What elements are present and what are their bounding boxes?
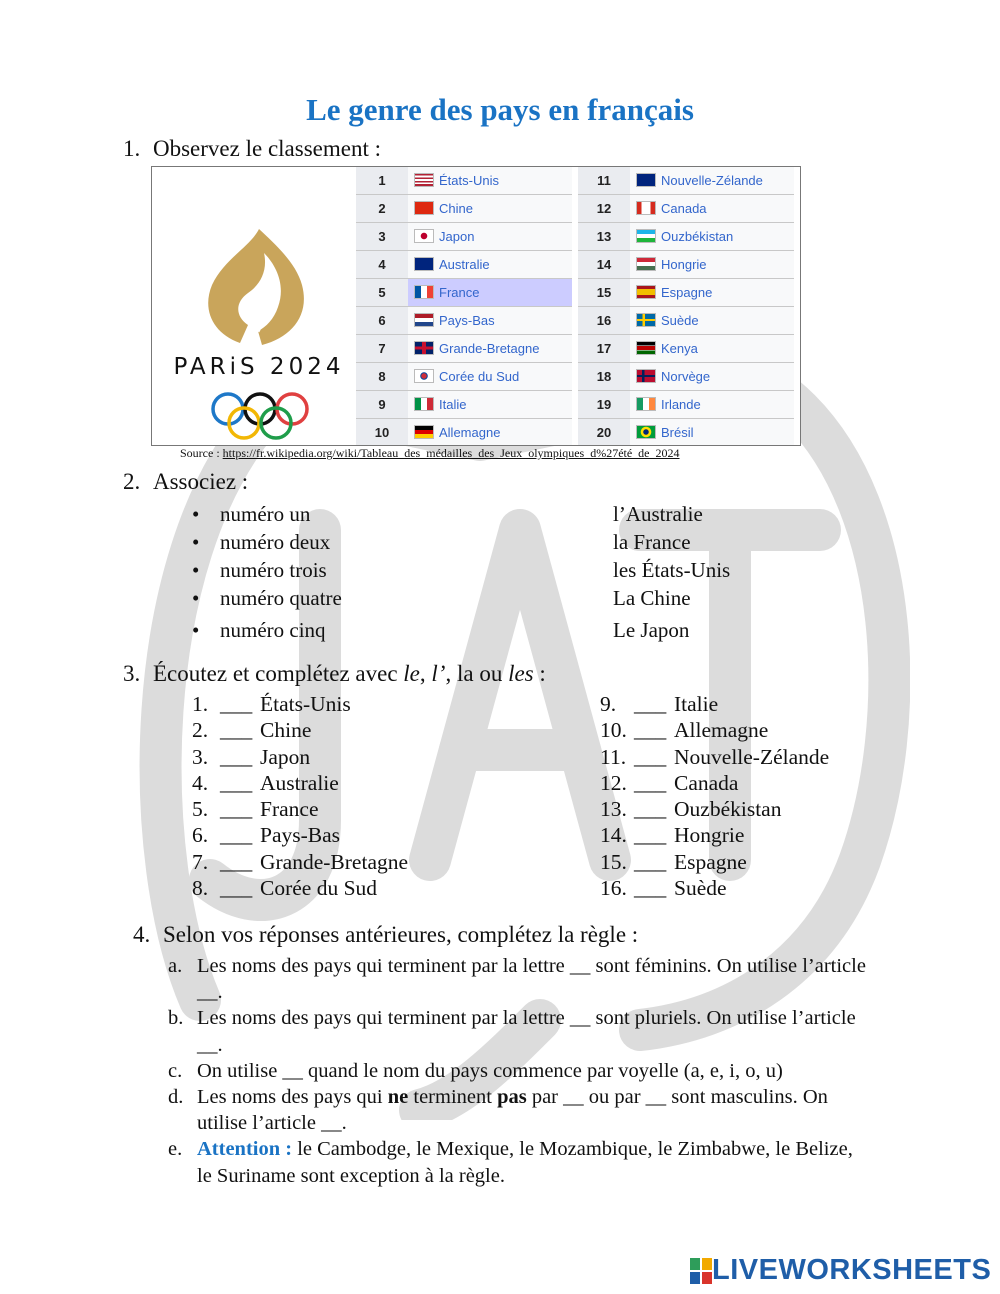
ranking-row: [356, 335, 572, 363]
country-cell[interactable]: [408, 223, 572, 251]
answer-blank[interactable]: ___: [220, 876, 253, 901]
country-name: Hongrie: [674, 823, 745, 848]
country-cell[interactable]: [630, 419, 794, 447]
brazil-flag-icon: [636, 425, 656, 439]
bullet-icon: •: [192, 558, 200, 582]
country-cell[interactable]: [630, 195, 794, 223]
ranking-row: [578, 419, 794, 447]
country-cell[interactable]: [408, 419, 572, 447]
country-name: Corée du Sud: [439, 369, 520, 384]
answer-blank[interactable]: ___: [634, 770, 667, 795]
source-label: Source :: [180, 446, 223, 460]
rule-letter: e.: [168, 1138, 183, 1161]
rank-number: 1: [356, 167, 408, 195]
bullet-icon: •: [192, 586, 200, 610]
associate-item[interactable]: [613, 616, 730, 644]
japan-flag-icon: [414, 229, 434, 243]
associate-item[interactable]: [192, 500, 342, 528]
rank-number: 14: [578, 251, 630, 279]
liveworksheets-brand[interactable]: [690, 1254, 991, 1287]
germany-flag-icon: [414, 425, 434, 439]
fill-in-item: [600, 717, 829, 743]
country-name: Australie: [260, 770, 339, 795]
rule-letter: c.: [168, 1059, 183, 1082]
associate-text: numéro quatre: [220, 586, 342, 610]
associate-text: Le Japon: [613, 618, 690, 642]
rank-number: 5: [356, 279, 408, 307]
rank-number: 8: [356, 363, 408, 391]
canada-flag-icon: [636, 201, 656, 215]
rule-item-c: [168, 1058, 868, 1084]
article-les: les: [508, 661, 534, 686]
associate-item[interactable]: [192, 528, 342, 556]
italy-flag-icon: [414, 397, 434, 411]
country-name: Italie: [674, 692, 719, 716]
answer-blank[interactable]: ___: [220, 718, 253, 743]
country-name: Ouzbékistan: [674, 797, 782, 822]
country-name: Allemagne: [439, 425, 501, 440]
rule-text-part: le Cambodge, le Mexique, le Mozambique, le Zimbabwe, le Belize, le Suriname sont exception à la règle.: [197, 1138, 853, 1187]
section-text: Observez le classement :: [153, 136, 381, 161]
answer-blank[interactable]: ___: [634, 876, 667, 901]
ranking-row: [578, 391, 794, 419]
associate-text: La Chine: [613, 586, 691, 610]
bullet-icon: •: [192, 502, 200, 526]
section-4-heading: [133, 922, 638, 948]
rule-text: Les noms des pays qui terminent par la lettre __ sont féminins. On utilise l’article __.: [197, 955, 866, 1004]
ranking-row: [356, 419, 572, 447]
country-cell[interactable]: [408, 279, 572, 307]
associate-item[interactable]: [613, 528, 730, 556]
source-citation: [180, 446, 680, 461]
ranking-row: [578, 195, 794, 223]
rule-letter: b.: [168, 1007, 184, 1030]
rule-text: [197, 1136, 868, 1188]
ranking-row: [578, 167, 794, 195]
rank-number: 6: [356, 307, 408, 335]
uk-flag-icon: [414, 341, 434, 355]
ranking-row: [356, 167, 572, 195]
country-name: France: [260, 797, 319, 822]
answer-blank[interactable]: ___: [634, 797, 667, 822]
ranking-row: [356, 223, 572, 251]
article-le: le: [403, 661, 420, 686]
country-cell[interactable]: [630, 167, 794, 195]
section-1-heading: [123, 136, 381, 162]
country-cell[interactable]: [408, 195, 572, 223]
item-number: 12.: [600, 770, 627, 795]
ranking-table-right: [578, 167, 794, 446]
associate-left-list: [192, 500, 342, 644]
associate-text: la France: [613, 530, 691, 554]
item-number: 9.: [600, 692, 617, 716]
associate-item[interactable]: [613, 584, 730, 612]
associate-text: numéro trois: [220, 558, 327, 582]
rank-number: 20: [578, 419, 630, 447]
fill-in-item: [192, 691, 408, 717]
associate-item[interactable]: [613, 556, 730, 584]
sweden-flag-icon: [636, 313, 656, 327]
answer-blank[interactable]: ___: [634, 823, 667, 848]
rank-number: 16: [578, 307, 630, 335]
answer-blank[interactable]: ___: [634, 849, 667, 874]
france-flag-icon: [414, 285, 434, 299]
country-name: Australie: [439, 257, 490, 272]
rank-number: 2: [356, 195, 408, 223]
country-name: Japon: [439, 229, 475, 244]
country-cell[interactable]: [408, 167, 572, 195]
country-cell[interactable]: [408, 363, 572, 391]
country-cell[interactable]: [630, 223, 794, 251]
uzbekistan-flag-icon: [636, 229, 656, 243]
country-name: Espagne: [661, 285, 713, 300]
country-cell[interactable]: [630, 307, 794, 335]
rank-number: 11: [578, 167, 630, 195]
hungary-flag-icon: [636, 257, 656, 271]
netherlands-flag-icon: [414, 313, 434, 327]
country-name: Ouzbékistan: [661, 229, 734, 244]
spain-flag-icon: [636, 285, 656, 299]
rule-letter: d.: [168, 1086, 184, 1109]
country-name: Pays-Bas: [260, 823, 341, 848]
live-logo-icon: [690, 1258, 712, 1284]
country-cell[interactable]: [408, 251, 572, 279]
country-name: France: [439, 285, 480, 300]
rule-bold-ne: ne: [387, 1086, 409, 1109]
country-name: Irlande: [661, 397, 701, 412]
rank-number: 3: [356, 223, 408, 251]
section-text: Selon vos réponses antérieures, complétez la règle :: [163, 922, 639, 947]
associate-item[interactable]: [613, 500, 730, 528]
rank-number: 10: [356, 419, 408, 447]
section-number: 3.: [123, 661, 141, 686]
rank-number: 7: [356, 335, 408, 363]
country-name: Italie: [439, 397, 467, 412]
country-cell[interactable]: [408, 391, 572, 419]
country-name: Nouvelle-Zélande: [674, 744, 830, 769]
country-name: Suède: [674, 876, 727, 901]
country-name: Nouvelle-Zélande: [661, 173, 763, 188]
country-cell[interactable]: [408, 335, 572, 363]
rule-letter: a.: [168, 955, 183, 977]
answer-blank[interactable]: ___: [634, 744, 667, 769]
rule-item-b: [168, 1005, 868, 1057]
country-name: Brésil: [661, 425, 694, 440]
china-flag-icon: [414, 201, 434, 215]
fill-in-item: [600, 822, 829, 848]
ranking-row: [356, 307, 572, 335]
country-cell[interactable]: [630, 391, 794, 419]
associate-text: numéro cinq: [220, 618, 326, 642]
country-name: États-Unis: [260, 692, 351, 716]
item-number: 7.: [192, 849, 209, 874]
fill-in-item: [600, 875, 829, 901]
medal-ranking-image: [151, 166, 801, 446]
rule-text-part: Les noms des pays qui: [197, 1086, 388, 1109]
rank-number: 4: [356, 251, 408, 279]
country-cell[interactable]: [630, 279, 794, 307]
ranking-row: [578, 363, 794, 391]
country-cell[interactable]: [630, 251, 794, 279]
answer-blank[interactable]: ___: [220, 823, 253, 848]
rank-number: 12: [578, 195, 630, 223]
fill-in-item: [192, 822, 408, 848]
fill-in-item: [600, 770, 829, 796]
item-number: 8.: [192, 876, 209, 901]
article-l: l’: [431, 661, 446, 686]
fill-in-left-list: [192, 691, 408, 901]
country-name: Pays-Bas: [439, 313, 495, 328]
ranking-row: [356, 391, 572, 419]
rule-item-e: [168, 1136, 868, 1188]
answer-blank[interactable]: ___: [634, 692, 667, 716]
rank-number: 18: [578, 363, 630, 391]
ranking-row: [356, 279, 572, 307]
item-number: 15.: [600, 849, 627, 874]
item-number: 11.: [600, 744, 627, 769]
brand-name: LIVEWORKSHEETS: [712, 1254, 992, 1286]
ranking-row: [356, 195, 572, 223]
country-cell[interactable]: [630, 335, 794, 363]
fill-in-item: [192, 849, 408, 875]
section-number: 2.: [123, 469, 141, 494]
rule-text-part: terminent: [408, 1086, 498, 1109]
associate-text: numéro un: [220, 502, 311, 526]
ranking-row: [578, 335, 794, 363]
answer-blank[interactable]: ___: [220, 770, 253, 795]
associate-item[interactable]: [192, 584, 342, 612]
rank-number: 9: [356, 391, 408, 419]
country-name: Kenya: [661, 341, 698, 356]
ranking-row: [578, 279, 794, 307]
section-3-heading: [123, 661, 546, 687]
australia-flag-icon: [414, 257, 434, 271]
item-number: 10.: [600, 718, 627, 743]
page-title: Le genre des pays en français: [306, 92, 694, 127]
item-number: 6.: [192, 823, 209, 848]
usa-flag-icon: [414, 173, 434, 187]
fill-in-item: [600, 744, 829, 770]
kenya-flag-icon: [636, 341, 656, 355]
rule-item-d: [168, 1084, 868, 1136]
answer-blank[interactable]: ___: [220, 744, 253, 769]
ranking-row: [356, 251, 572, 279]
country-name: Chine: [439, 201, 473, 216]
fill-in-item: [192, 770, 408, 796]
item-number: 5.: [192, 797, 209, 822]
source-link[interactable]: https://fr.wikipedia.org/wiki/Tableau_des_médailles_des_Jeux_olympiques_d%27été_de_2024: [222, 446, 680, 460]
norway-flag-icon: [636, 369, 656, 383]
fill-in-right-list: [600, 691, 829, 901]
country-name: Japon: [260, 744, 311, 769]
item-number: 13.: [600, 797, 627, 822]
country-cell[interactable]: [408, 307, 572, 335]
country-name: Canada: [661, 201, 707, 216]
rule-text-part: par __ ou par __ sont masculins. On utilise l’article __.: [197, 1086, 828, 1135]
ranking-row: [578, 307, 794, 335]
section-2-heading: [123, 469, 248, 495]
attention-label: Attention :: [197, 1138, 293, 1161]
paris-2024-wordmark: PARiS 2024: [173, 354, 345, 380]
country-name: États-Unis: [439, 173, 499, 188]
rule-list: [168, 953, 868, 1189]
rule-text: [197, 1084, 868, 1136]
country-name: Chine: [260, 718, 312, 743]
newzealand-flag-icon: [636, 173, 656, 187]
ranking-table-left: [356, 167, 572, 446]
associate-text: les États-Unis: [613, 558, 731, 582]
section-number: 4.: [133, 922, 151, 947]
rank-number: 15: [578, 279, 630, 307]
answer-blank[interactable]: ___: [634, 718, 667, 743]
item-number: 3.: [192, 744, 209, 769]
item-number: 4.: [192, 770, 209, 795]
item-number: 2.: [192, 718, 209, 743]
associate-text: numéro deux: [220, 530, 331, 554]
country-name: Grande-Bretagne: [260, 849, 409, 874]
associate-item[interactable]: [192, 616, 342, 644]
rule-text: On utilise __ quand le nom du pays commence par voyelle (a, e, i, o, u): [197, 1059, 783, 1082]
country-name: Grande-Bretagne: [439, 341, 540, 356]
fill-in-item: [192, 875, 408, 901]
country-name: Norvège: [661, 369, 711, 384]
separator: ,: [419, 661, 432, 686]
paris-2024-logo: [152, 167, 356, 445]
korea-flag-icon: [414, 369, 434, 383]
ranking-row: [578, 251, 794, 279]
country-name: Canada: [674, 770, 739, 795]
associate-right-list: [613, 500, 730, 644]
associate-text: l’Australie: [613, 502, 703, 526]
country-cell[interactable]: [630, 363, 794, 391]
section-text: Associez :: [153, 469, 249, 494]
rule-bold-pas: pas: [497, 1086, 527, 1109]
fill-in-item: [600, 796, 829, 822]
separator: :: [533, 661, 546, 686]
separator: , la ou: [445, 661, 509, 686]
country-name: Hongrie: [661, 257, 707, 272]
rule-item-a: [168, 953, 868, 1005]
fill-in-item: [192, 744, 408, 770]
bullet-icon: •: [192, 618, 200, 642]
fill-in-item: [192, 796, 408, 822]
item-number: 16.: [600, 876, 627, 901]
country-name: Espagne: [674, 849, 747, 874]
item-number: 1.: [192, 692, 209, 716]
country-name: Allemagne: [674, 718, 769, 743]
ranking-row: [356, 363, 572, 391]
rank-number: 13: [578, 223, 630, 251]
rank-number: 17: [578, 335, 630, 363]
answer-blank[interactable]: ___: [220, 692, 253, 716]
fill-in-item: [600, 849, 829, 875]
answer-blank[interactable]: ___: [220, 797, 253, 822]
ranking-row: [578, 223, 794, 251]
country-name: Suède: [661, 313, 699, 328]
section-number: 1.: [123, 136, 141, 161]
rule-text: Les noms des pays qui terminent par la lettre __ sont pluriels. On utilise l’article __.: [197, 1007, 856, 1056]
rank-number: 19: [578, 391, 630, 419]
answer-blank[interactable]: ___: [220, 849, 253, 874]
associate-item[interactable]: [192, 556, 342, 584]
section-text-pre: Écoutez et complétez avec: [153, 661, 404, 686]
ireland-flag-icon: [636, 397, 656, 411]
fill-in-item: [600, 691, 829, 717]
fill-in-item: [192, 717, 408, 743]
item-number: 14.: [600, 823, 627, 848]
bullet-icon: •: [192, 530, 200, 554]
country-name: Corée du Sud: [260, 876, 378, 901]
